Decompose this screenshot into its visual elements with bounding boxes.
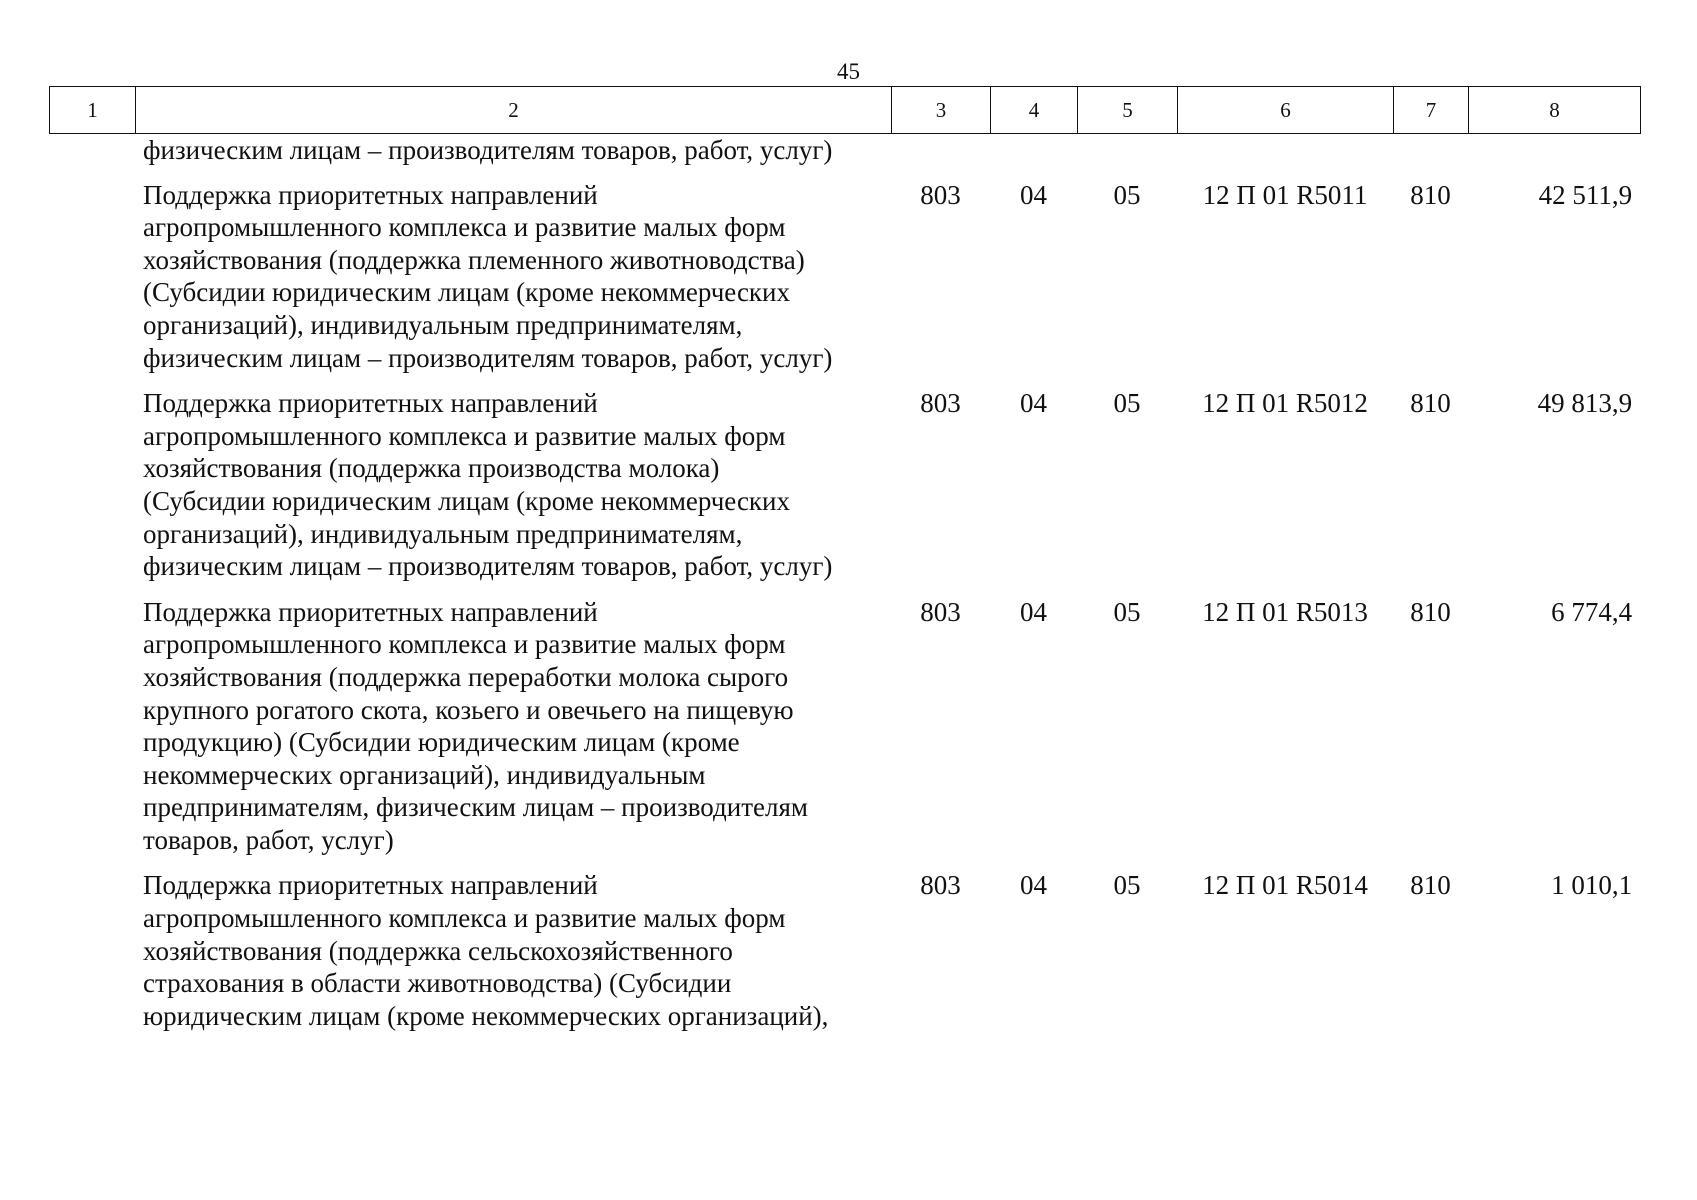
row-ministry-code: 803 [920, 870, 961, 901]
row-amount: 1 010,1 [1551, 870, 1633, 901]
row-name-line: организаций), индивидуальным предпринимателям, [143, 309, 743, 340]
continuation-text: физическим лицам – производителям товаров, работ, услуг) [143, 135, 833, 165]
row-name-line: Поддержка приоритетных направлений [143, 388, 598, 419]
row-name [49, 869, 891, 1045]
table-row [49, 869, 1640, 1045]
page-number: 45 [837, 59, 860, 84]
row-amount: 42 511,9 [1538, 179, 1633, 210]
column-header-6: 6 [1178, 87, 1394, 134]
row-section: 04 [1020, 179, 1047, 210]
row-section: 04 [1020, 388, 1047, 419]
row-target-article: 12 П 01 R5014 [1202, 870, 1368, 901]
column-header-2: 2 [136, 87, 892, 134]
column-header-7: 7 [1394, 87, 1469, 134]
continuation-row [49, 134, 1640, 179]
row-expense-type: 810 [1410, 388, 1451, 419]
row-amount: 6 774,4 [1551, 596, 1633, 627]
row-ministry-code: 803 [920, 179, 961, 210]
row-name-line: товаров, работ, услуг) [143, 824, 394, 855]
row-amount: 49 813,9 [1537, 388, 1633, 419]
row-name-line: некоммерческих организаций), индивидуальным [143, 759, 706, 790]
row-name [49, 179, 891, 388]
row-expense-type: 810 [1410, 870, 1451, 901]
row-name-line: страхования в области животноводства) (Субсидии [143, 968, 732, 999]
row-name-line: Поддержка приоритетных направлений [143, 870, 598, 901]
row-name-line: предпринимателям, физическим лицам – производителям [143, 792, 808, 823]
row-name-line: хозяйствования (поддержка переработки молока сырого [143, 661, 789, 692]
row-expense-type: 810 [1410, 179, 1451, 210]
table-row [49, 179, 1640, 388]
column-header-8: 8 [1469, 87, 1641, 134]
row-name-line: крупного рогатого скота, козьего и овечьего на пищевую [143, 694, 794, 725]
row-subsection: 05 [1113, 596, 1141, 627]
row-name-line: агропромышленного комплекса и развитие малых форм [143, 629, 786, 660]
row-expense-type: 810 [1410, 596, 1451, 627]
row-subsection: 05 [1113, 179, 1141, 210]
column-header-5: 5 [1078, 87, 1178, 134]
row-name-line: Поддержка приоритетных направлений [143, 179, 598, 210]
row-target-article: 12 П 01 R5011 [1202, 179, 1368, 210]
row-name [49, 596, 891, 870]
budget-table-body [49, 134, 1640, 1045]
row-name-line: агропромышленного комплекса и развитие малых форм [143, 212, 786, 243]
row-section: 04 [1020, 596, 1047, 627]
row-name-line: хозяйствования (поддержка племенного животноводства) [143, 244, 805, 275]
row-name-line: хозяйствования (поддержка производства молока) [143, 453, 720, 484]
row-name-line: Поддержка приоритетных направлений [143, 596, 598, 627]
table-row [49, 387, 1640, 596]
row-name-line: физическим лицам – производителям товаров, работ, услуг) [143, 551, 833, 582]
row-name-line: агропромышленного комплекса и развитие малых форм [143, 420, 786, 451]
row-section: 04 [1020, 870, 1047, 901]
row-name-line: организаций), индивидуальным предпринимателям, [143, 518, 743, 549]
row-name-line: (Субсидии юридическим лицам (кроме некоммерческих [143, 485, 790, 516]
row-name-line: юридическим лицам (кроме некоммерческих организаций), [143, 1000, 829, 1031]
column-header-3: 3 [892, 87, 991, 134]
row-name-line: продукцию) (Субсидии юридическим лицам (кроме [143, 727, 740, 758]
row-subsection: 05 [1113, 870, 1141, 901]
row-name [49, 387, 891, 596]
row-ministry-code: 803 [920, 596, 961, 627]
column-header-row [50, 87, 1641, 134]
column-header-1: 1 [50, 87, 136, 134]
row-name-line: агропромышленного комплекса и развитие малых форм [143, 903, 786, 934]
row-subsection: 05 [1113, 388, 1141, 419]
row-target-article: 12 П 01 R5012 [1202, 388, 1368, 419]
row-name-line: (Субсидии юридическим лицам (кроме некоммерческих [143, 277, 790, 308]
row-ministry-code: 803 [920, 388, 961, 419]
column-header-table [49, 86, 1641, 134]
table-row [49, 596, 1640, 870]
column-header-4: 4 [991, 87, 1078, 134]
row-name-line: физическим лицам – производителям товаров, работ, услуг) [143, 342, 833, 373]
row-target-article: 12 П 01 R5013 [1202, 596, 1368, 627]
row-name-line: хозяйствования (поддержка сельскохозяйственного [143, 935, 733, 966]
